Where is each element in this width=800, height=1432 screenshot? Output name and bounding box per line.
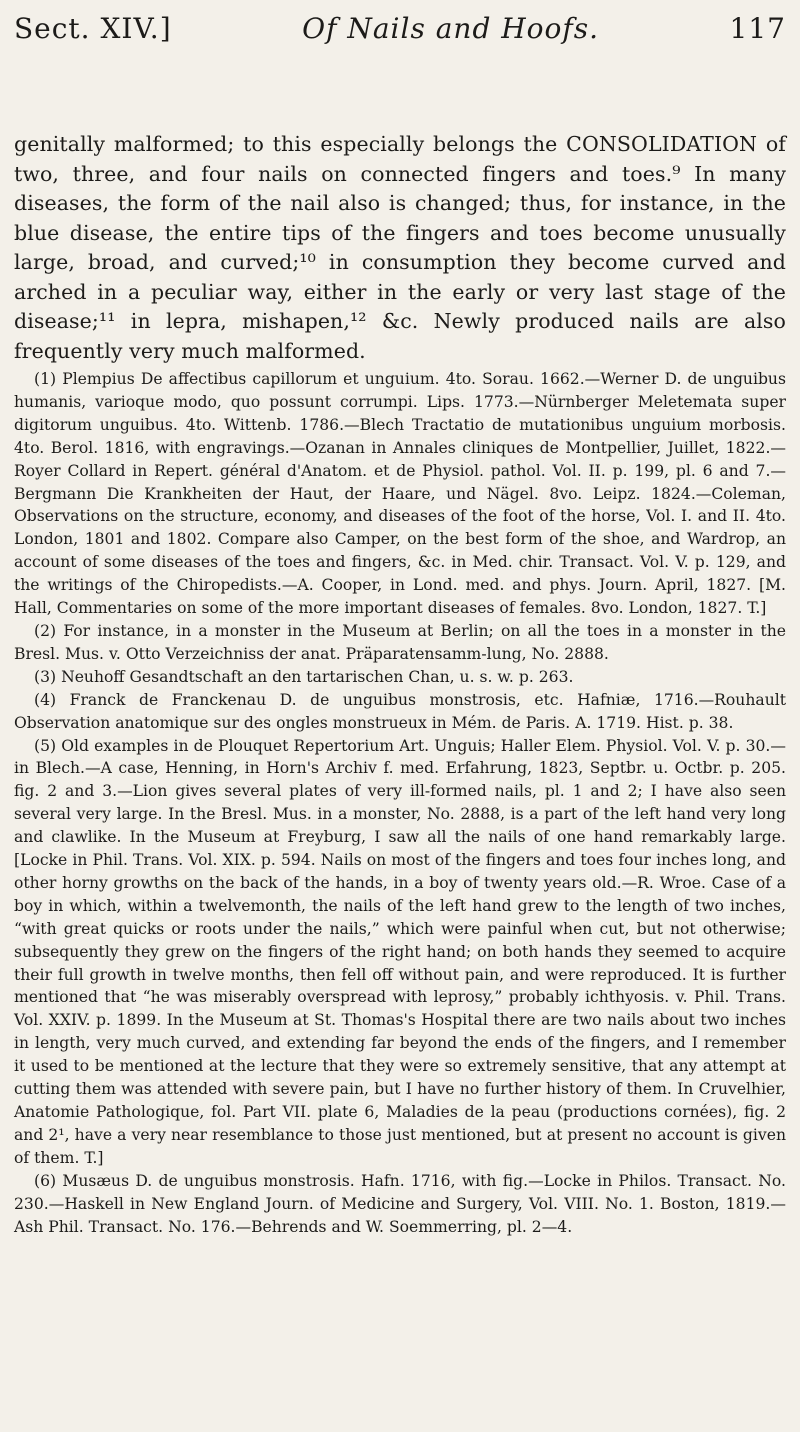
footnote	[14, 620, 786, 666]
footnote-text: Franck de Franckenau D. de unguibus monstrosis, etc. Hafniæ, 1716.—Rouhault Observation anatomique sur des ongles monstrueux in Mém. de Paris. A. 1719. Hist. p. 38.	[14, 690, 786, 732]
footnote-text: Musæus D. de unguibus monstrosis. Hafn. 1716, with fig.—Locke in Philos. Transact. No. 230.—Haskell in New England Journ. of Medicine and Surgery, Vol. VIII. No. 1. Boston, 1819.—Ash Phil. Transact. No. 176.—Behrends and W. Soemmerring, pl. 2—4.	[14, 1171, 786, 1236]
footnotes	[14, 368, 786, 1238]
page-number: 117	[729, 12, 786, 45]
footnote-number: (1)	[34, 370, 57, 388]
main-paragraph: genitally malformed; to this especially belongs the CONSOLIDATION of two, three, and four nails on connected fingers and toes.⁹ In many diseases, the form of the nail also is changed; thus, for instance, in the blue disease, the entire tips of the fingers and toes become unusually large, broad, and curved;¹⁰ in consumption they become curved and arched in a peculiar way, either in the early or very last stage of the disease;¹¹ in lepra, mishapen,¹² &c. Newly produced nails are also frequently very much malformed.	[14, 132, 786, 363]
footnote-number: (6)	[34, 1171, 57, 1190]
footnote-number: (2)	[34, 621, 57, 640]
footnote-text: Old examples in de Plouquet Repertorium Art. Unguis; Haller Elem. Physiol. Vol. V. p. 30.—in Blech.—A case, Henning, in Horn's Archiv f. med. Erfahrung, 1823, Septbr. u. Octbr. p. 205. fig. 2 and 3.—Lion gives several plates of very ill-formed nails, pl. 1 and 2; I have also seen several very large. In the Bresl. Mus. in a monster, No. 2888, is a part of the left hand very long and clawlike. In the Museum at Freyburg, I saw all the nails of one hand remarkably large. [Locke in Phil. Trans. Vol. XIX. p. 594. Nails on most of the fingers and toes four inches long, and other horny growths on the back of the hands, in a boy of twenty years old.—R. Wroe. Case of a boy in which, within a twelvemonth, the nails of the left hand grew to the length of two inches, “with great quicks or roots under the nails,” which were painful when cut, but not otherwise; subsequently they grew on the fingers of the right hand; on both hands they seemed to acquire their full growth in twelve months, then fell off without pain, and were reproduced. It is further mentioned that “he was miserably overspread with leprosy,” probably ichthyosis. v. Phil. Trans. Vol. XXIV. p. 1899. In the Museum at St. Thomas's Hospital there are two nails about two inches in length, very much curved, and extending far beyond the ends of the fingers, and I remember it used to be mentioned at the lecture that they were so extremely sensitive, that any attempt at cutting them was attended with severe pain, but I have no further history of them. In Cruvelhier, Anatomie Pathologique, fol. Part VII. plate 6, Maladies de la peau (productions cornées), fig. 2 and 2¹, have a very near resemblance to those just mentioned, but at present no account is given of them. T.]	[14, 736, 786, 1167]
main-text	[14, 130, 786, 366]
footnote	[14, 1170, 786, 1239]
footnote	[14, 735, 786, 1170]
footnote-number: (3)	[34, 667, 57, 686]
footnote-text: Plempius De affectibus capillorum et unguium. 4to. Sorau. 1662.—Werner D. de unguibus humanis, varioque modo, quo possunt corrumpi. Lips. 1773.—Nürnberger Meletemata super digitorum unguibus. 4to. Wittenb. 1786.—Blech Tractatio de mutationibus unguium morbosis. 4to. Berol. 1816, with engravings.—Ozanan in Annales cliniques de Montpellier, Juillet, 1822.—Royer Collard in Repert. général d'Anatom. et de Physiol. pathol. Vol. II. p. 199, pl. 6 and 7.—Bergmann Die Krankheiten der Haut, der Haare, und Nägel. 8vo. Leipz. 1824.—Coleman, Observations on the structure, economy, and diseases of the foot of the horse, Vol. I. and II. 4to. London, 1801 and 1802. Compare also Camper, on the best form of the shoe, and Wardrop, an account of some diseases of the toes and fingers, &c. in Med. chir. Transact. Vol. V. p. 129, and the writings of the Chiropedists.—A. Cooper, in Lond. med. and phys. Journ. April, 1827. [M. Hall, Commentaries on some of the more important diseases of females. 8vo. London, 1827. T.]	[14, 370, 786, 618]
footnote-text: Neuhoff Gesandtschaft an den tartarischen Chan, u. s. w. p. 263.	[61, 667, 574, 686]
running-title: Of Nails and Hoofs.	[302, 12, 600, 45]
footnote	[14, 689, 786, 735]
footnote-text: For instance, in a monster in the Museum at Berlin; on all the toes in a monster in the Bresl. Mus. v. Otto Verzeichniss der anat. Präparatensamm-lung, No. 2888.	[14, 621, 786, 663]
footnote	[14, 368, 786, 620]
running-header	[14, 0, 786, 60]
footnote	[14, 666, 786, 689]
section-label: Sect. XIV.]	[14, 12, 172, 45]
footnote-number: (4)	[34, 690, 57, 709]
footnote-number: (5)	[34, 736, 57, 755]
